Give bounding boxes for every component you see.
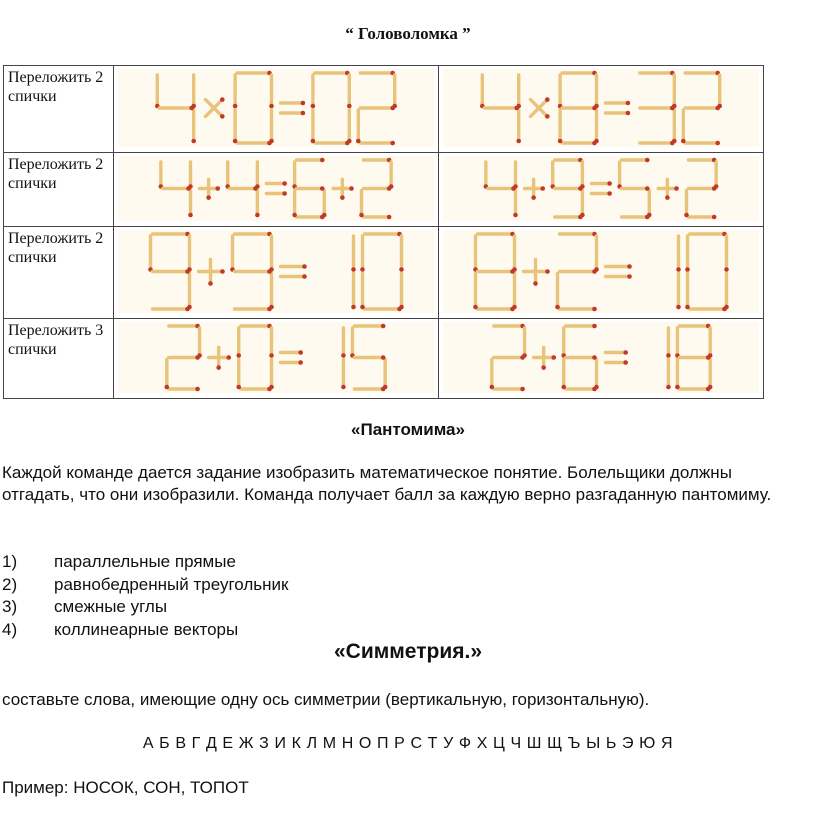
matchstick-head	[185, 269, 190, 274]
matchstick-head	[269, 104, 274, 109]
matchstick-equation	[439, 153, 763, 224]
matchstick-head	[675, 385, 680, 390]
document-title: “ Головоломка ”	[345, 24, 471, 43]
matchstick-head	[712, 215, 717, 220]
matchstick-head	[311, 139, 316, 144]
matchstick-head	[267, 387, 272, 392]
matchstick-head	[387, 186, 392, 191]
alphabet-line: А Б В Г Д Е Ж З И К Л М Н О П Р С Т У Ф Х Ц Ч Ш Щ Ъ Ы Ь Э Ю Я	[142, 735, 674, 752]
matchstick-head	[390, 106, 395, 111]
matchstick-head	[592, 307, 597, 312]
matchstick-head	[561, 385, 566, 390]
table-row	[4, 153, 764, 227]
matchstick-head	[233, 104, 238, 109]
matchstick-head	[706, 387, 711, 392]
matchstick-head	[206, 195, 211, 200]
list-text: равнобедренный треугольник	[54, 574, 289, 594]
matchstick-head	[715, 106, 720, 111]
matchstick-head	[674, 186, 679, 191]
matchstick-head	[592, 106, 597, 111]
matchstick-head	[220, 97, 225, 102]
matchstick-head	[390, 141, 395, 146]
matchstick-equation	[439, 227, 763, 316]
example-line: Пример: НОСОК, СОН, ТОПОТ	[2, 778, 249, 797]
list-item	[2, 551, 288, 574]
matchstick-head	[541, 365, 546, 370]
matchstick-head	[516, 139, 521, 144]
matchstick-head	[578, 215, 583, 220]
matchstick-head	[531, 195, 536, 200]
matchstick-head	[607, 181, 612, 186]
list-item	[2, 619, 288, 642]
list-number: 3)	[2, 597, 18, 616]
matchstick-head	[685, 267, 690, 272]
matchstick-equation	[114, 66, 438, 150]
matchstick-equation	[114, 153, 438, 224]
matchstick-head	[302, 274, 307, 279]
matchstick-head	[267, 141, 272, 146]
matchstick-head	[626, 111, 631, 116]
matchstick-head	[533, 281, 538, 286]
table-row	[4, 66, 764, 153]
matchstick-head	[349, 186, 354, 191]
matchstick-head	[236, 353, 241, 358]
matchstick-head	[578, 186, 583, 191]
matchstick-head	[298, 350, 303, 355]
matchstick-head	[381, 355, 386, 360]
matchstick-head	[514, 106, 519, 111]
matchstick-head	[645, 215, 650, 220]
pantomime-list	[2, 551, 288, 641]
matchstick-head	[645, 186, 650, 191]
matchstick-head	[340, 195, 345, 200]
matchstick-head	[666, 353, 671, 358]
matchstick-head	[545, 114, 550, 119]
matchstick-equation	[439, 319, 763, 396]
matchstick-head	[399, 267, 404, 272]
matchstick-head	[670, 141, 675, 146]
list-item	[2, 596, 288, 619]
matchstick-head	[666, 385, 671, 390]
matchstick-head	[712, 186, 717, 191]
matchstick-head	[397, 307, 402, 312]
puzzle-cell	[114, 66, 439, 153]
matchstick-head	[513, 213, 518, 218]
matchstick-head	[715, 141, 720, 146]
matchstick-head	[292, 213, 297, 218]
list-text: параллельные прямые	[54, 552, 236, 571]
matchstick-head	[351, 305, 356, 310]
instruction-cell: Переложить 2 спички	[4, 153, 114, 227]
matchstick-head	[676, 267, 681, 272]
matchstick-puzzle-table	[3, 65, 764, 399]
list-number: 2)	[2, 574, 18, 594]
matchstick-head	[320, 186, 325, 191]
matchstick-head	[345, 141, 350, 146]
puzzle-cell	[439, 66, 764, 153]
matchstick-head	[511, 186, 516, 191]
matchstick-head	[165, 385, 170, 390]
matchstick-head	[520, 387, 525, 392]
matchstick-head	[381, 387, 386, 392]
matchstick-head	[724, 267, 729, 272]
list-text: коллинеарные векторы	[54, 619, 239, 639]
matchstick-head	[188, 213, 193, 218]
pantomime-description: Каждой команде дается задание изобразить математическое понятие. Болельщики должны отгадать, что они изобразили. Команда получает балл за каждую верно разгаданную пантомиму.	[2, 463, 772, 504]
puzzle-cell	[439, 319, 764, 399]
list-item	[2, 574, 288, 597]
matchstick-head	[320, 215, 325, 220]
matchstick-head	[351, 267, 356, 272]
matchstick-head	[195, 355, 200, 360]
matchstick-head	[627, 264, 632, 269]
matchstick-head	[195, 387, 200, 392]
matchstick-head	[627, 274, 632, 279]
matchstick-head	[381, 324, 386, 329]
list-text: смежные углы	[54, 597, 168, 616]
matchstick-head	[676, 305, 681, 310]
matchstick-head	[220, 269, 225, 274]
matchstick-head	[359, 213, 364, 218]
matchstick-head	[298, 360, 303, 365]
matchstick-head	[341, 353, 346, 358]
matchstick-head	[681, 139, 686, 144]
puzzle-cell	[114, 227, 439, 319]
puzzle-cell	[114, 319, 439, 399]
matchstick-head	[269, 353, 274, 358]
puzzle-cell	[439, 153, 764, 227]
matchstick-head	[540, 186, 545, 191]
matchstick-head	[341, 385, 346, 390]
symmetry-title: «Симметрия.»	[333, 640, 482, 663]
matchstick-head	[185, 307, 190, 312]
matchstick-head	[551, 355, 556, 360]
matchstick-head	[555, 305, 560, 310]
symmetry-description: составьте слова, имеющие одну ось симметрии (вертикальную, горизонтальную).	[2, 690, 650, 709]
matchstick-head	[255, 213, 260, 218]
matchstick-head	[282, 191, 287, 196]
matchstick-head	[233, 139, 238, 144]
matchstick-head	[545, 97, 550, 102]
matchstick-head	[520, 355, 525, 360]
matchstick-head	[558, 139, 563, 144]
matchstick-head	[592, 387, 597, 392]
list-number: 1)	[2, 552, 18, 571]
matchstick-head	[208, 281, 213, 286]
table-row	[4, 227, 764, 319]
matchstick-head	[226, 355, 231, 360]
puzzle-cell	[439, 227, 764, 319]
matchstick-head	[592, 355, 597, 360]
matchstick-head	[216, 365, 221, 370]
instruction-cell: Переложить 2 спички	[4, 66, 114, 153]
matchstick-head	[685, 305, 690, 310]
matchstick-head	[473, 305, 478, 310]
matchstick-head	[191, 139, 196, 144]
matchstick-head	[684, 213, 689, 218]
matchstick-head	[722, 307, 727, 312]
matchstick-head	[236, 385, 241, 390]
matchstick-head	[670, 106, 675, 111]
matchstick-head	[301, 101, 306, 106]
matchstick-head	[592, 269, 597, 274]
matchstick-head	[360, 267, 365, 272]
matchstick-head	[253, 186, 258, 191]
matchstick-head	[311, 104, 316, 109]
matchstick-head	[189, 106, 194, 111]
list-number: 4)	[2, 619, 18, 639]
matchstick-head	[645, 158, 650, 163]
matchstick-head	[623, 350, 628, 355]
matchstick-head	[302, 264, 307, 269]
matchstick-head	[623, 360, 628, 365]
matchstick-head	[347, 104, 352, 109]
matchstick-head	[301, 111, 306, 116]
matchstick-head	[356, 139, 361, 144]
matchstick-head	[267, 269, 272, 274]
matchstick-head	[607, 191, 612, 196]
puzzle-cell	[114, 153, 439, 227]
table-row	[4, 319, 764, 399]
matchstick-head	[186, 186, 191, 191]
matchstick-head	[220, 114, 225, 119]
matchstick-head	[545, 269, 550, 274]
matchstick-head	[665, 195, 670, 200]
matchstick-head	[626, 101, 631, 106]
matchstick-head	[267, 307, 272, 312]
matchstick-head	[490, 385, 495, 390]
instruction-cell: Переложить 2 спички	[4, 227, 114, 319]
matchstick-head	[592, 141, 597, 146]
matchstick-head	[510, 269, 515, 274]
matchstick-head	[215, 186, 220, 191]
matchstick-head	[592, 324, 597, 329]
matchstick-head	[387, 215, 392, 220]
matchstick-head	[320, 158, 325, 163]
matchstick-head	[360, 305, 365, 310]
matchstick-head	[706, 355, 711, 360]
pantomime-title: «Пантомима»	[351, 420, 465, 439]
matchstick-head	[282, 181, 287, 186]
matchstick-equation	[114, 227, 438, 316]
instruction-cell: Переложить 3 спички	[4, 319, 114, 399]
matchstick-equation	[114, 319, 438, 396]
matchstick-equation	[439, 66, 763, 150]
matchstick-head	[510, 307, 515, 312]
